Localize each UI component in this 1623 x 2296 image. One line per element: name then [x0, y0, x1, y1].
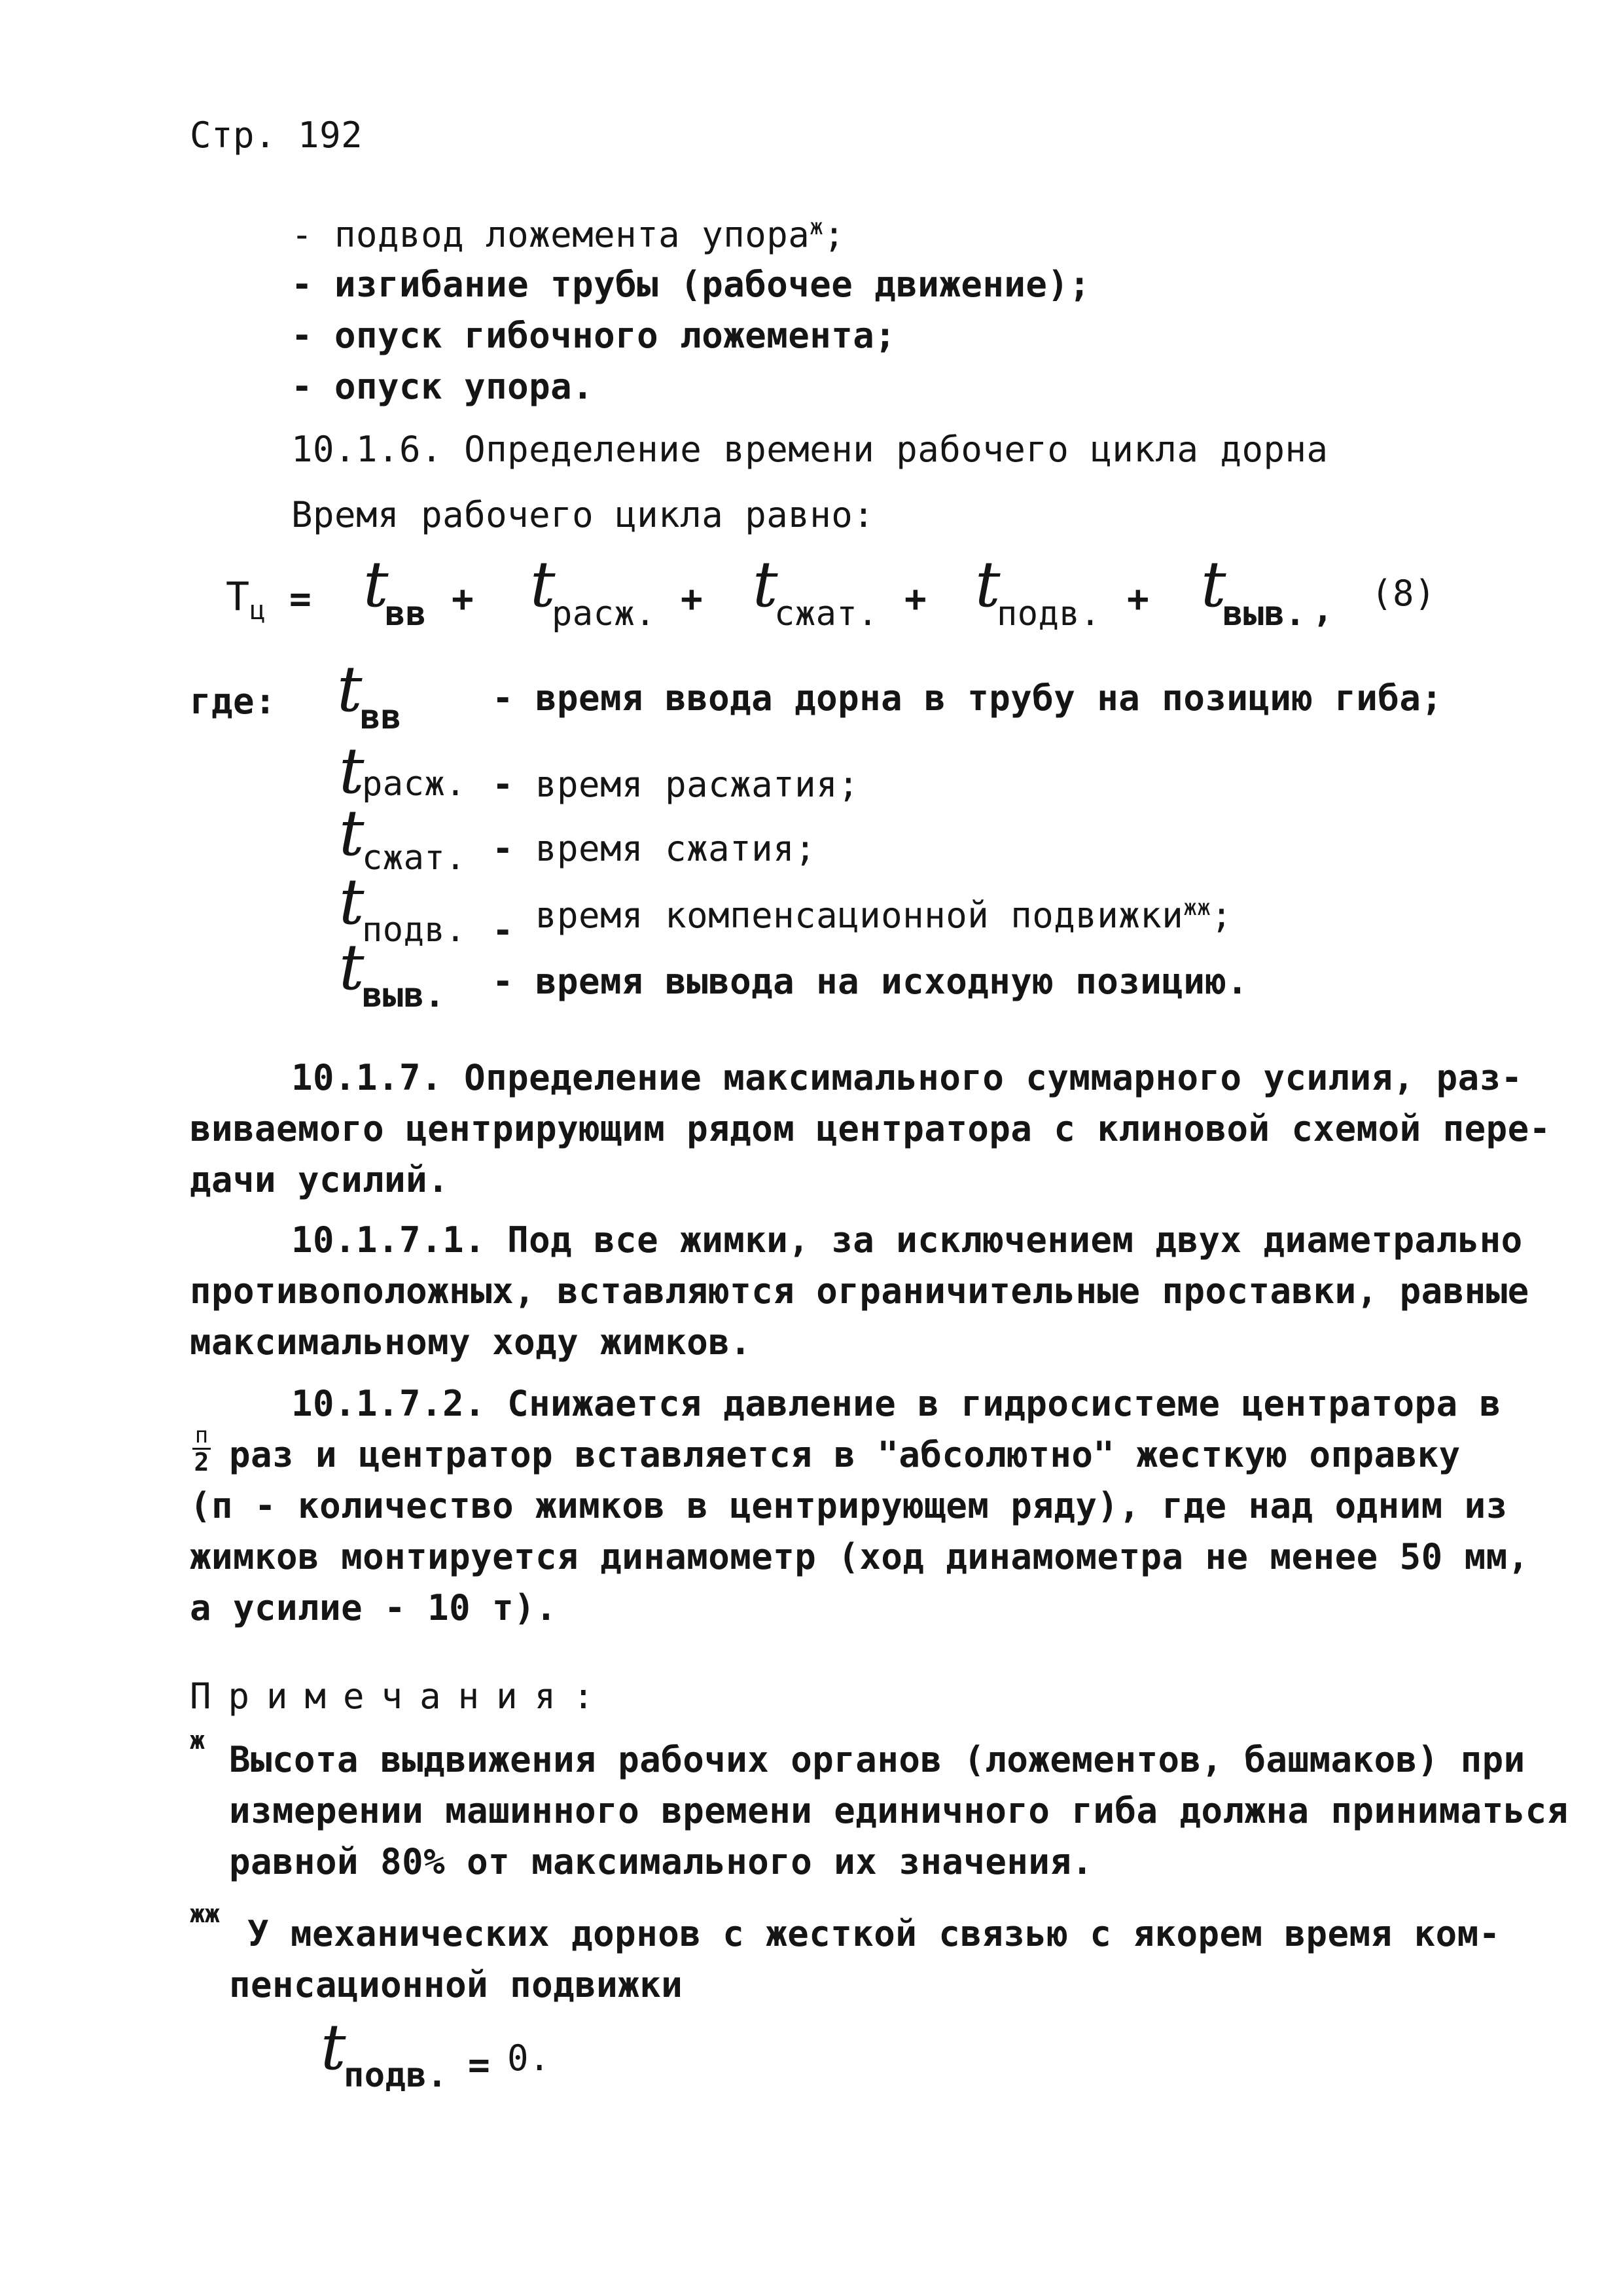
- definition-text: время ввода дорна в трубу на позицию гиба;: [535, 677, 1443, 719]
- formula-term-sub: сжат.: [774, 594, 879, 634]
- paragraph-line: 10.1.7.1. Под все жимки, за исключением двух диаметрально: [291, 1219, 1523, 1261]
- t-symbol: t: [1201, 548, 1226, 621]
- paragraph-line: Высота выдвижения рабочих органов (ложементов, башмаков) при: [229, 1739, 1525, 1780]
- formula-term-sub: вв: [385, 594, 427, 634]
- footnote-mark: жж: [1183, 895, 1211, 921]
- formula-number: (8): [1371, 573, 1436, 614]
- page-number: Стр. 192: [190, 115, 363, 156]
- fraction-n-over-2: п 2: [190, 1424, 213, 1475]
- t-symbol: t: [339, 734, 365, 808]
- definition-sub: расж.: [362, 764, 467, 804]
- definition-text: время сжатия;: [535, 828, 817, 869]
- footnote-mark: ж: [190, 1726, 205, 1755]
- paragraph-line: жимков монтируется динамометр (ход динамометра не менее 50 мм,: [190, 1536, 1529, 1577]
- definition-dash: -: [492, 961, 514, 1002]
- definition-text: время компенсационной подвижки$^{жж}$;: [535, 895, 1233, 936]
- t-symbol: t: [753, 548, 778, 621]
- definition-sub: подв.: [344, 2056, 448, 2095]
- paragraph-line: противоположных, вставляются ограничительные проставки, равные: [190, 1270, 1529, 1312]
- definition-text: время вывода на исходную позицию.: [535, 961, 1249, 1002]
- paragraph-line: раз и центратор вставляется в "абсолютно" жесткую оправку: [229, 1434, 1461, 1475]
- paragraph-line: максимальному ходу жимков.: [190, 1321, 752, 1363]
- paragraph-line: дачи усилий.: [190, 1159, 450, 1200]
- paragraph-line: 10.1.7.2. Снижается давление в гидросистеме центратора в: [291, 1383, 1501, 1424]
- definition-dash: -: [492, 910, 514, 951]
- t-symbol: t: [339, 865, 365, 939]
- cycle-time-intro: Время рабочего цикла равно:: [291, 494, 875, 535]
- notes-heading: Примечания:: [190, 1676, 611, 1717]
- definition-text: время расжатия;: [535, 764, 860, 805]
- formula-plus: +: [452, 578, 474, 620]
- paragraph-line: виваемого центрирующим рядом центратора с клиновой схемой пере-: [190, 1108, 1551, 1149]
- definition-dash: -: [492, 828, 514, 869]
- formula-term-sub: выв.: [1222, 594, 1306, 634]
- list-item: - опуск гибочного ложемента;: [291, 315, 897, 356]
- equation-value: 0.: [507, 2037, 551, 2079]
- formula-term-sub: подв.: [997, 594, 1101, 634]
- definition-sub: выв.: [362, 976, 446, 1015]
- paragraph-line: У механических дорнов с жесткой связью с якорем время ком-: [247, 1913, 1501, 1954]
- paragraph-line: 10.1.7. Определение максимального суммарного усилия, раз-: [291, 1057, 1523, 1098]
- formula-equals: =: [289, 578, 312, 620]
- t-symbol: t: [530, 548, 556, 621]
- footnote-mark: жж: [190, 1899, 220, 1928]
- list-item: - подвод ложемента упора$^ж$;: [291, 214, 846, 255]
- formula-lhs: $Т_ц$: [226, 574, 266, 626]
- t-symbol: t: [339, 797, 365, 870]
- paragraph-line: равной 80% от максимального их значения.: [229, 1841, 1094, 1882]
- paragraph-line: измерении машинного времени единичного гиба должна приниматься: [229, 1790, 1569, 1831]
- t-symbol: t: [975, 548, 1001, 621]
- section-heading-10-1-6: 10.1.6. Определение времени рабочего цикла дорна: [291, 429, 1329, 470]
- t-symbol: t: [339, 931, 365, 1004]
- definition-sub: сжат.: [362, 838, 467, 878]
- where-label: где:: [190, 681, 277, 722]
- definition-dash: -: [492, 764, 514, 805]
- footnote-mark: ж: [810, 214, 824, 240]
- definition-dash: -: [492, 677, 514, 719]
- formula-plus: +: [904, 578, 927, 620]
- definition-sub: подв.: [362, 910, 467, 950]
- paragraph-line: пенсационной подвижки: [229, 1964, 683, 2005]
- formula-plus: +: [681, 578, 703, 620]
- formula-plus: +: [1127, 578, 1149, 620]
- t-symbol: t: [337, 653, 363, 726]
- t-symbol: t: [321, 2011, 346, 2084]
- paragraph-line: а усилие - 10 т).: [190, 1587, 558, 1628]
- paragraph-line: (п - количество жимков в центрирующем ряду), где над одним из: [190, 1485, 1508, 1526]
- definition-sub: вв: [360, 698, 402, 737]
- t-symbol: t: [363, 548, 389, 621]
- list-item: - изгибание трубы (рабочее движение);: [291, 264, 1091, 305]
- list-item: - опуск упора.: [291, 366, 594, 407]
- formula-term-sub: расж.: [552, 594, 656, 634]
- formula-comma: ,: [1312, 589, 1334, 630]
- equation-equals: =: [468, 2044, 490, 2087]
